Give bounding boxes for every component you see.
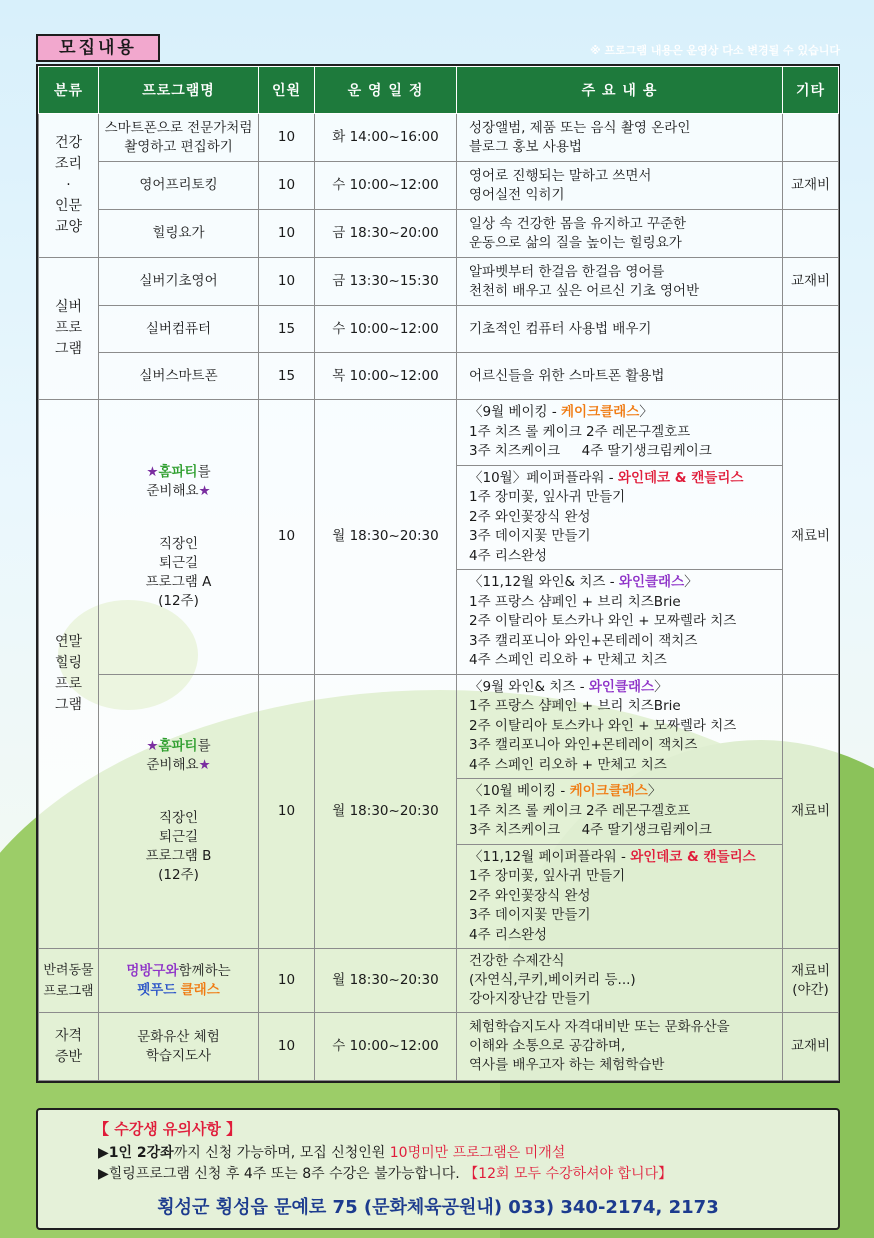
program-name: 스마트폰으로 전문가처럼 촬영하고 편집하기	[99, 114, 259, 162]
table-row	[39, 674, 839, 949]
session-block	[457, 570, 782, 674]
program-content: 영어로 진행되는 말하고 쓰면서 영어실전 익히기	[457, 162, 783, 210]
program-name: 실버기초영어	[99, 258, 259, 306]
table-row	[39, 114, 839, 162]
program-schedule: 월 18:30~20:30	[315, 400, 457, 675]
program-schedule: 금 18:30~20:00	[315, 210, 457, 258]
program-schedule: 월 18:30~20:30	[315, 949, 457, 1013]
program-schedule: 금 13:30~15:30	[315, 258, 457, 306]
star-icon: ★	[198, 482, 211, 499]
tagline-suffix: 를	[197, 738, 211, 755]
star-icon: ★	[198, 757, 211, 774]
program-content: 건강한 수제간식 (자연식,쿠키,베이커리 등...) 강아지장난감 만들기	[457, 949, 783, 1013]
table-row	[39, 162, 839, 210]
program-schedule: 월 18:30~20:30	[315, 674, 457, 949]
category-pet: 반려동물 프로그램	[39, 949, 99, 1013]
program-count: 15	[259, 306, 315, 353]
program-etc: 재료비	[783, 674, 839, 949]
home-party-tagline	[99, 737, 258, 775]
notice-warning: 10명미만 프로그램은 미개설	[389, 1145, 566, 1161]
session-highlight: 와인클래스	[588, 678, 655, 695]
program-count: 10	[259, 114, 315, 162]
program-content: 체험학습지도사 자격대비반 또는 문화유산을 이해와 소통으로 공감하며, 역사를 배우고자 하는 체험학습반	[457, 1013, 783, 1081]
session-title-end: 〉	[654, 678, 668, 695]
session-block	[457, 675, 782, 780]
table-header-row	[39, 67, 839, 114]
session-highlight: 와인데코 & 캔들리스	[630, 848, 756, 865]
address-contact: 횡성군 횡성읍 문예로 75 (문화체육공원내) 033) 340-2174, 2173	[157, 1197, 719, 1218]
program-etc	[783, 210, 839, 258]
category-silver: 실버 프로 그램	[39, 258, 99, 400]
program-etc: 재료비 (야간)	[783, 949, 839, 1013]
table-row	[39, 949, 839, 1013]
program-count: 15	[259, 353, 315, 400]
program-schedule: 목 10:00~12:00	[315, 353, 457, 400]
program-count: 10	[259, 949, 315, 1013]
program-name: 실버컴퓨터	[99, 306, 259, 353]
table-row	[39, 210, 839, 258]
session-title: 〈9월 와인& 치즈 -	[469, 678, 589, 695]
header	[36, 34, 840, 64]
session-highlight: 케이크클래스	[569, 783, 648, 799]
program-etc	[783, 353, 839, 400]
notice-line-2	[98, 1163, 672, 1183]
notice-emphasis: 1인 2강좌	[108, 1145, 174, 1161]
program-name: 힐링요가	[99, 210, 259, 258]
program-schedule: 화 14:00~16:00	[315, 114, 457, 162]
program-etc: 교재비	[783, 258, 839, 306]
pet-name-part3: 펫푸드	[137, 981, 177, 998]
session-title: 〈9월 베이킹 -	[469, 404, 561, 420]
session-title: 〈10월 베이킹 -	[469, 783, 570, 799]
session-block	[457, 466, 782, 571]
program-name-cell	[99, 674, 259, 949]
session-highlight: 와인데코 & 캔들리스	[617, 469, 744, 486]
session-body: 1주 치즈 롤 케이크 2주 레몬구겔호프 3주 치즈케이크 4주 딸기생크림케이크	[469, 802, 712, 838]
table-row	[39, 353, 839, 400]
program-content	[457, 400, 783, 675]
home-party-label: 홈파티	[158, 738, 198, 755]
session-block	[457, 779, 782, 845]
program-schedule: 수 10:00~12:00	[315, 162, 457, 210]
col-header-count: 인원	[259, 67, 315, 114]
home-party-label: 홈파티	[158, 463, 198, 480]
program-content	[457, 674, 783, 949]
program-table	[36, 64, 840, 1083]
table-row	[39, 1013, 839, 1081]
pet-name-part1: 멍방구와	[126, 962, 179, 979]
session-highlight: 케이크클래스	[561, 404, 640, 420]
table-row	[39, 400, 839, 675]
program-name: 실버스마트폰	[99, 353, 259, 400]
program-schedule: 수 10:00~12:00	[315, 306, 457, 353]
program-content: 어르신들을 위한 스마트폰 활용법	[457, 353, 783, 400]
notice-line-1	[98, 1142, 565, 1162]
table-row	[39, 258, 839, 306]
session-body: 1주 장미꽃, 잎사귀 만들기 2주 와인꽃장식 완성 3주 데이지꽃 만들기 4주 리스완성	[469, 489, 626, 564]
session-body: 1주 장미꽃, 잎사귀 만들기 2주 와인꽃장식 완성 3주 데이지꽃 만들기 4주 리스완성	[469, 868, 626, 943]
program-content: 일상 속 건강한 몸을 유지하고 꾸준한 운동으로 삶의 질을 높이는 힐링요가	[457, 210, 783, 258]
category-health: 건강 조리 · 인문 교양	[39, 114, 99, 258]
tagline-line2: 준비해요	[146, 757, 199, 774]
table-row	[39, 306, 839, 353]
program-count: 10	[259, 674, 315, 949]
notice-title: 【 수강생 유의사항 】	[94, 1120, 242, 1138]
change-notice: ※ 프로그램 내용은 운영상 다소 변경될 수 있습니다	[589, 44, 840, 57]
program-count: 10	[259, 258, 315, 306]
tagline-suffix: 를	[197, 463, 211, 480]
category-yearend: 연말 힐링 프로 그램	[39, 400, 99, 949]
program-name: 영어프리토킹	[99, 162, 259, 210]
program-content: 알파벳부터 한걸음 한걸음 영어를 천천히 배우고 싶은 어르신 기초 영어반	[457, 258, 783, 306]
col-header-program: 프로그램명	[99, 67, 259, 114]
program-etc: 교재비	[783, 162, 839, 210]
session-title-end: 〉	[684, 574, 698, 590]
notice-warning: 【12회 모두 수강하셔야 합니다】	[464, 1166, 673, 1182]
program-count: 10	[259, 162, 315, 210]
star-icon: ★	[146, 738, 159, 755]
session-title-end: 〉	[639, 404, 653, 420]
notice-text: 까지 신청 가능하며, 모집 신청인원	[173, 1145, 390, 1161]
notice-box	[36, 1108, 840, 1230]
session-body: 1주 프랑스 샴페인 + 브리 치즈Brie 2주 이탈리아 토스카나 와인 + 모짜렐라 치즈 3주 캘리포니아 와인+몬테레이 잭치즈 4주 스페인 리오하 + 만체고 치즈	[469, 593, 737, 668]
program-count: 10	[259, 210, 315, 258]
program-name: 직장인 퇴근길 프로그램 B (12주)	[145, 810, 212, 884]
category-cert: 자격 증반	[39, 1013, 99, 1081]
program-schedule: 수 10:00~12:00	[315, 1013, 457, 1081]
program-etc: 재료비	[783, 400, 839, 675]
session-block	[457, 400, 782, 466]
program-name-cell	[99, 400, 259, 675]
session-block	[457, 845, 782, 949]
program-count: 10	[259, 1013, 315, 1081]
col-header-schedule: 운 영 일 정	[315, 67, 457, 114]
session-title: 〈10월〉페이퍼플라워 -	[469, 469, 618, 486]
col-header-etc: 기타	[783, 67, 839, 114]
session-title-end: 〉	[647, 783, 662, 799]
session-title: 〈11,12월 와인& 치즈 -	[469, 574, 619, 590]
session-title: 〈11,12월 페이퍼플라워 -	[469, 848, 631, 865]
program-etc	[783, 306, 839, 353]
session-body: 1주 프랑스 샴페인 + 브리 치즈Brie 2주 이탈리아 토스카나 와인 + 모짜렐라 치즈 3주 캘리포니아 와인+몬테레이 잭치즈 4주 스페인 리오하 + 만체고 치즈	[469, 698, 737, 773]
program-name: 직장인 퇴근길 프로그램 A (12주)	[145, 535, 212, 609]
star-icon: ★	[146, 463, 159, 480]
title-badge: 모집내용	[36, 34, 160, 62]
program-content: 성장앨범, 제품 또는 음식 촬영 온라인 블로그 홍보 사용법	[457, 114, 783, 162]
session-body: 1주 치즈 롤 케이크 2주 레몬구겔호프 3주 치즈케이크 4주 딸기생크림케이크	[469, 423, 712, 459]
bullet-icon: ▶	[98, 1145, 109, 1161]
home-party-tagline	[99, 463, 258, 501]
tagline-line2: 준비해요	[146, 482, 199, 499]
col-header-category: 분류	[39, 67, 99, 114]
pet-name-part4: 클래스	[180, 981, 220, 998]
program-etc	[783, 114, 839, 162]
program-count: 10	[259, 400, 315, 675]
notice-text: ▶힐링프로그램 신청 후 4주 또는 8주 수강은 불가능합니다.	[98, 1166, 465, 1182]
col-header-content: 주 요 내 용	[457, 67, 783, 114]
program-name-cell	[99, 949, 259, 1013]
pet-name-part2: 함께하는	[178, 962, 231, 979]
program-content: 기초적인 컴퓨터 사용법 배우기	[457, 306, 783, 353]
session-highlight: 와인클래스	[618, 574, 685, 590]
program-name: 문화유산 체험 학습지도사	[99, 1013, 259, 1081]
program-etc: 교재비	[783, 1013, 839, 1081]
